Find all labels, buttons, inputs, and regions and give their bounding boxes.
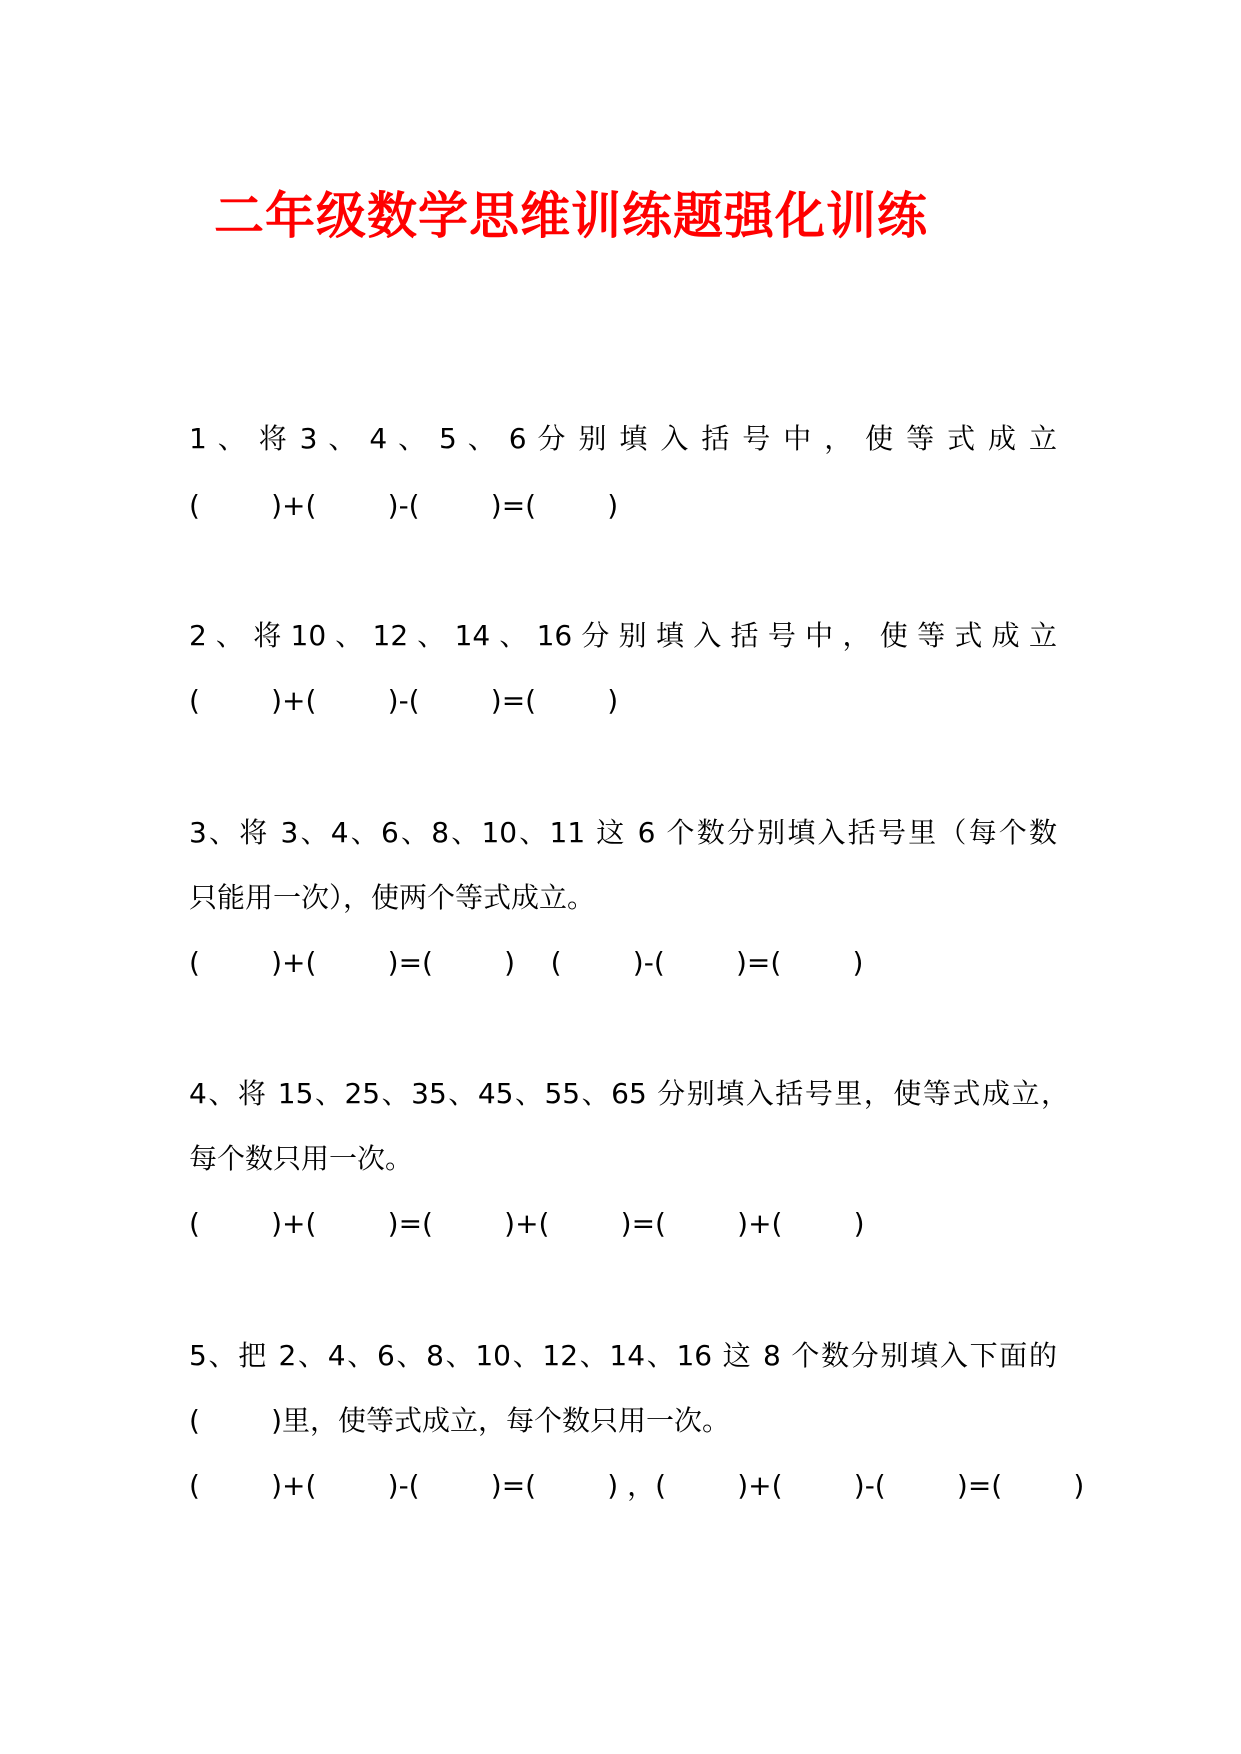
document-title: 二年级数学思维训练题强化训练: [214, 187, 928, 245]
question-1-text: 1 、 将 3 、 4 、 5 、 6 分 别 填 入 括 号 中 ， 使 等 式 成 立: [189, 422, 1057, 455]
question-2-blanks: ( )+( )-( )=( ): [189, 684, 619, 717]
question-2-text: 2 、 将 10 、 12 、 14 、 16 分 别 填 入 括 号 中 ， 使 等 式 成 立: [189, 619, 1057, 652]
question-4-blanks: ( )+( )=( )+( )=( )+( ): [189, 1207, 865, 1240]
question-1-blanks: ( )+( )-( )=( ): [189, 489, 619, 522]
question-5-text-cont: ( )里，使等式成立，每个数只用一次。: [189, 1404, 731, 1437]
question-4-text-cont: 每个数只用一次。: [189, 1142, 414, 1175]
question-5-text: 5、把 2、4、6、8、10、12、14、16 这 8 个数分别填入下面的: [189, 1339, 1057, 1372]
question-5-blanks: ( )+( )-( )=( ) ，( )+( )-( )=( ): [189, 1469, 1085, 1502]
question-4-text: 4、将 15、25、35、45、55、65 分别填入括号里，使等式成立，: [189, 1077, 1069, 1110]
question-3-text-cont: 只能用一次），使两个等式成立。: [189, 881, 596, 914]
question-3-blanks: ( )+( )=( ) ( )-( )=( ): [189, 946, 864, 979]
question-3-text: 3、将 3、4、6、8、10、11 这 6 个数分别填入括号里（每个数: [189, 816, 1057, 849]
